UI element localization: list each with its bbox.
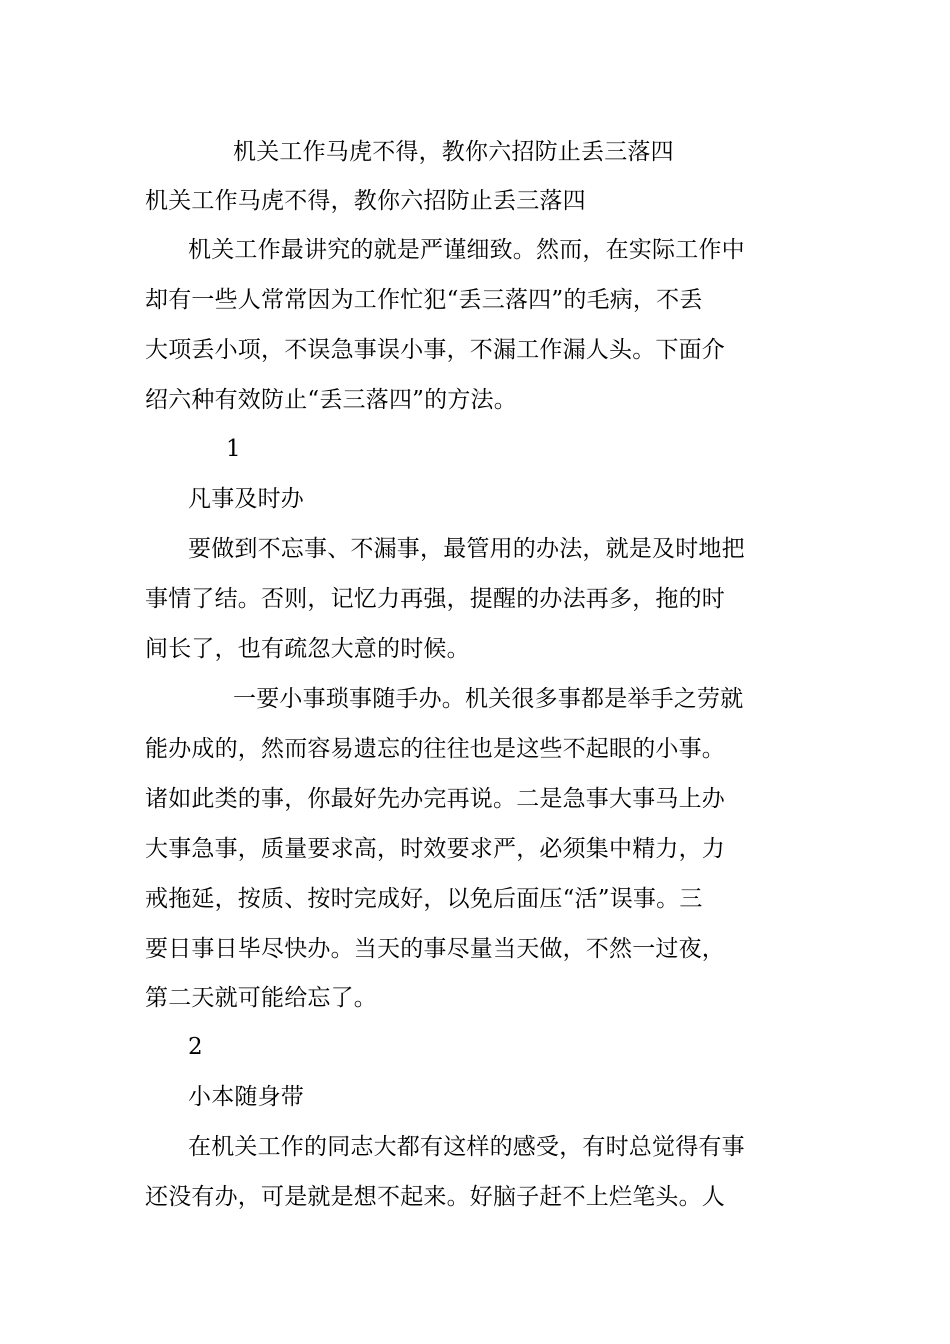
intro-line-2: 却有一些人常常因为工作忙犯“丢三落四”的毛病，不丢 xyxy=(145,287,703,313)
section-1-para-1-line-3: 间长了，也有疏忽大意的时候。 xyxy=(145,636,470,662)
section-1-para-2-line-1: 一要小事琐事随手办。机关很多事都是举手之劳就 xyxy=(233,686,744,712)
section-1-heading: 凡事及时办 xyxy=(188,486,304,512)
section-1-para-2-line-7: 第二天就可能给忘了。 xyxy=(145,985,377,1011)
section-2-number: 2 xyxy=(188,1034,203,1060)
section-2-para-1-line-1: 在机关工作的同志大都有这样的感受，有时总觉得有事 xyxy=(188,1134,745,1160)
section-1-para-1-line-1: 要做到不忘事、不漏事，最管用的办法，就是及时地把 xyxy=(188,536,745,562)
intro-line-1: 机关工作最讲究的就是严谨细致。然而，在实际工作中 xyxy=(188,237,745,263)
section-1-para-1-line-2: 事情了结。否则，记忆力再强，提醒的办法再多，拖的时 xyxy=(145,586,725,612)
section-1-para-2-line-3: 诸如此类的事，你最好先办完再说。二是急事大事马上办 xyxy=(145,786,725,812)
section-1-para-2-line-4: 大事急事，质量要求高，时效要求严，必须集中精力，力 xyxy=(145,836,725,862)
document-subtitle: 机关工作马虎不得，教你六招防止丢三落四 xyxy=(145,188,586,214)
section-2-para-1-line-2: 还没有办，可是就是想不起来。好脑子赶不上烂笔头。人 xyxy=(145,1184,725,1210)
section-1-number: 1 xyxy=(226,436,241,462)
document-title: 机关工作马虎不得，教你六招防止丢三落四 xyxy=(233,139,674,165)
intro-line-4: 绍六种有效防止“丢三落四”的方法。 xyxy=(145,387,517,413)
intro-line-3: 大项丢小项，不误急事误小事，不漏工作漏人头。下面介 xyxy=(145,337,725,363)
section-1-para-2-line-2: 能办成的，然而容易遗忘的往往也是这些不起眼的小事。 xyxy=(145,736,725,762)
section-1-para-2-line-5: 戒拖延，按质、按时完成好，以免后面压“活”误事。三 xyxy=(145,886,703,912)
section-1-para-2-line-6: 要日事日毕尽快办。当天的事尽量当天做，不然一过夜， xyxy=(145,936,725,962)
section-2-heading: 小本随身带 xyxy=(188,1084,304,1110)
